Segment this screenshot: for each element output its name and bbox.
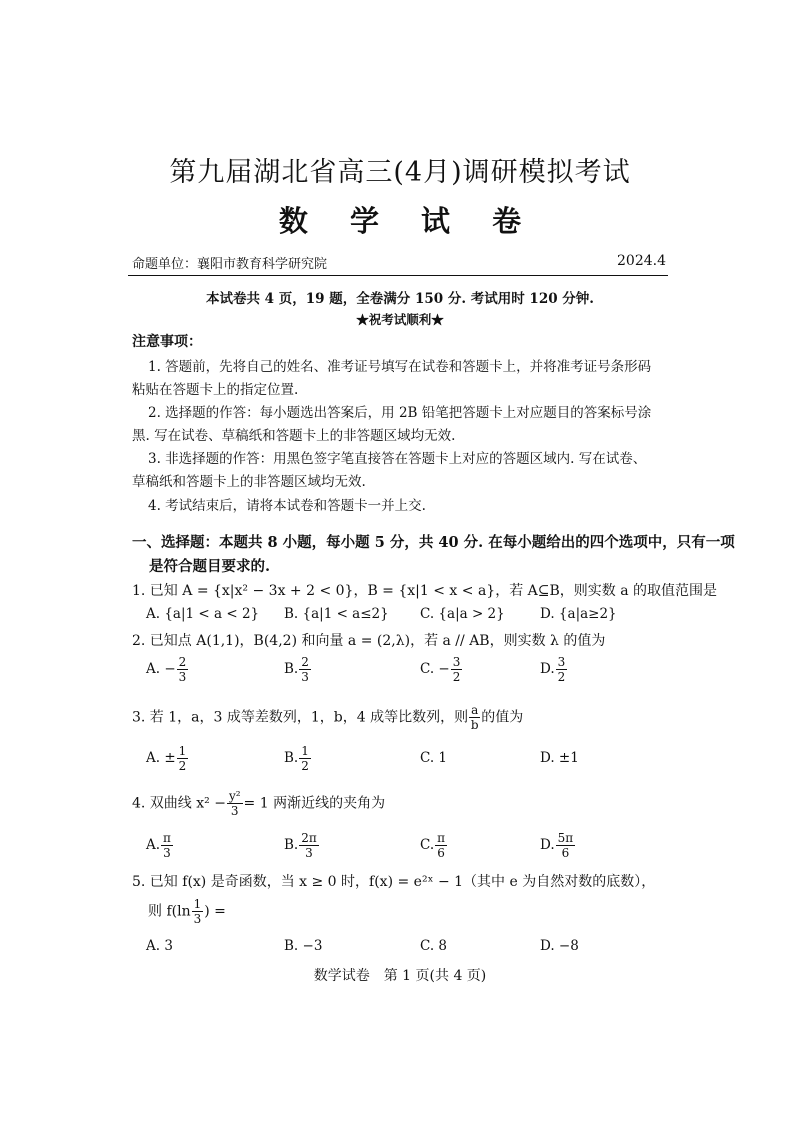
q4-a-fraction	[161, 832, 173, 859]
q4-stem-pre: 4. 双曲线 x² −	[132, 795, 226, 812]
q2-c-fraction	[451, 656, 463, 683]
q2-a-den: 3	[178, 670, 187, 684]
q3-stem-den: b	[470, 718, 479, 732]
q2-a-prefix: A. −	[146, 661, 176, 677]
q3-b-fraction	[299, 745, 311, 772]
q3-stem-post: 的值为	[481, 709, 524, 726]
notice-heading: 注意事项：	[132, 334, 202, 350]
q5-option-b: B. −3	[284, 938, 323, 954]
q3-b-den: 2	[301, 759, 309, 773]
q2-b-den: 3	[301, 670, 309, 684]
q3-a-prefix: A. ±	[146, 750, 176, 766]
q1-option-a: A. {a|1 < a < 2}	[146, 606, 260, 622]
exam-subtitle: 数 学 试 卷	[278, 204, 538, 238]
notice-line: 4. 考试结束后，请将本试卷和答题卡一并上交.	[148, 498, 426, 514]
q5-option-c: C. 8	[420, 938, 448, 954]
q3-a-fraction	[177, 745, 189, 772]
q2-d-num: 3	[557, 655, 566, 669]
section-heading: 一、选择题：本题共 8 小题，每小题 5 分，共 40 分. 在每小题给出的四个选项中，只有一项	[132, 534, 735, 551]
notice-line: 草稿纸和答题卡上的非答题区域均无效.	[132, 474, 366, 490]
q2-b-num: 2	[301, 655, 309, 669]
q5-option-d: D. −8	[540, 938, 579, 954]
question-2-stem: 2. 已知点 A(1,1)，B(4,2) 和向量 a = (2,λ)，若 a // AB，则实数 λ 的值为	[132, 633, 606, 649]
q4-option-d	[540, 832, 576, 859]
notice-line: 粘贴在答题卡上的指定位置.	[132, 382, 299, 398]
q3-a-den: 2	[178, 759, 187, 773]
q2-d-prefix: D.	[540, 661, 555, 677]
q4-b-prefix: B.	[284, 837, 299, 853]
q4-stem-post: = 1 两渐近线的夹角为	[243, 795, 386, 812]
exam-title: 第九届湖北省高三(4月)调研模拟考试	[169, 157, 631, 188]
q4-option-b	[284, 832, 320, 859]
question-5-stem: 5. 已知 f(x) 是奇函数，当 x ≥ 0 时，f(x) = e²ˣ − 1（其中 e 为自然对数的底数），	[132, 874, 656, 890]
q2-b-prefix: B.	[284, 661, 299, 677]
question-1-stem: 1. 已知 A = {x|x² − 3x + 2 < 0}，B = {x|1 < x < a}，若 A⊆B，则实数 a 的取值范围是	[132, 583, 718, 599]
q2-c-num: 3	[452, 655, 461, 669]
question-5-stem-cont	[148, 898, 226, 925]
exam-wish: ★祝考试顺利★	[356, 312, 444, 327]
q4-d-den: 6	[561, 846, 570, 860]
q5-stem-den: 3	[193, 912, 202, 926]
exam-date: 2024.4	[617, 253, 666, 269]
q3-option-c: C. 1	[420, 750, 448, 766]
q4-a-den: 3	[163, 846, 171, 860]
q3-b-num: 1	[301, 744, 309, 758]
q2-d-fraction	[556, 656, 568, 683]
q1-option-d: D. {a|a≥2}	[540, 606, 617, 622]
q4-b-den: 3	[305, 846, 313, 860]
q2-a-num: 2	[178, 655, 187, 669]
q5-stem-fraction	[192, 898, 204, 925]
section-heading-cont: 是符合题目要求的.	[149, 558, 271, 575]
q4-a-num: π	[163, 831, 171, 845]
q4-b-num: 2π	[301, 831, 317, 845]
q4-stem-fraction	[227, 790, 243, 817]
q2-option-c	[420, 656, 463, 683]
exam-summary: 本试卷共 4 页，19 题，全卷满分 150 分. 考试用时 120 分钟.	[205, 291, 595, 307]
q1-option-b: B. {a|1 < a≤2}	[284, 606, 389, 622]
q2-option-a	[146, 656, 189, 683]
q2-d-den: 2	[557, 670, 566, 684]
q3-option-b	[284, 745, 312, 772]
question-4-stem	[132, 790, 385, 817]
q5-option-a: A. 3	[146, 938, 173, 954]
notice-line: 黑. 写在试卷、草稿纸和答题卡上的非答题区域均无效.	[132, 428, 456, 444]
question-3-stem	[132, 704, 523, 731]
q5-stem-num: 1	[193, 897, 202, 911]
q3-stem-pre: 3. 若 1，a，3 成等差数列，1，b，4 成等比数列，则	[132, 709, 469, 726]
q2-c-den: 2	[452, 670, 461, 684]
q4-c-fraction	[435, 832, 447, 859]
q2-b-fraction	[299, 656, 311, 683]
q1-option-c: C. {a|a > 2}	[420, 606, 505, 622]
q3-stem-fraction	[469, 704, 480, 731]
q3-stem-num: a	[471, 703, 479, 717]
q4-d-num: 5π	[557, 831, 574, 845]
q4-stem-num: y²	[228, 789, 241, 803]
q2-a-fraction	[177, 656, 189, 683]
q3-option-d: D. ±1	[540, 750, 579, 766]
q2-option-d	[540, 656, 568, 683]
q4-b-fraction	[299, 832, 319, 859]
q5-stem-pre: 则 f(ln	[148, 903, 191, 920]
notice-line: 2. 选择题的作答：每小题选出答案后，用 2B 铅笔把答题卡上对应题目的答案标号涂	[148, 405, 652, 421]
q4-c-prefix: C.	[420, 837, 435, 853]
q4-stem-den: 3	[230, 804, 239, 818]
header-divider	[128, 275, 668, 276]
q4-a-prefix: A.	[146, 837, 161, 853]
notice-line: 1. 答题前，先将自己的姓名、准考证号填写在试卷和答题卡上，并将准考证号条形码	[148, 359, 652, 375]
page-footer: 数学试卷 第 1 页(共 4 页)	[313, 968, 487, 984]
q4-c-num: π	[437, 831, 446, 845]
q4-option-a	[146, 832, 174, 859]
q4-d-fraction	[556, 832, 576, 859]
notice-line: 3. 非选择题的作答：用黑色签字笔直接答在答题卡上对应的答题区域内. 写在试卷、	[148, 451, 647, 467]
q3-b-prefix: B.	[284, 750, 299, 766]
q4-d-prefix: D.	[540, 837, 555, 853]
q4-c-den: 6	[437, 846, 445, 860]
q4-option-c	[420, 832, 448, 859]
q3-option-a	[146, 745, 189, 772]
q2-option-b	[284, 656, 312, 683]
author-unit: 命题单位：襄阳市教育科学研究院	[132, 257, 328, 272]
q2-c-prefix: C. −	[420, 661, 450, 677]
q5-stem-post: ) =	[204, 903, 226, 920]
q3-a-num: 1	[178, 744, 187, 758]
